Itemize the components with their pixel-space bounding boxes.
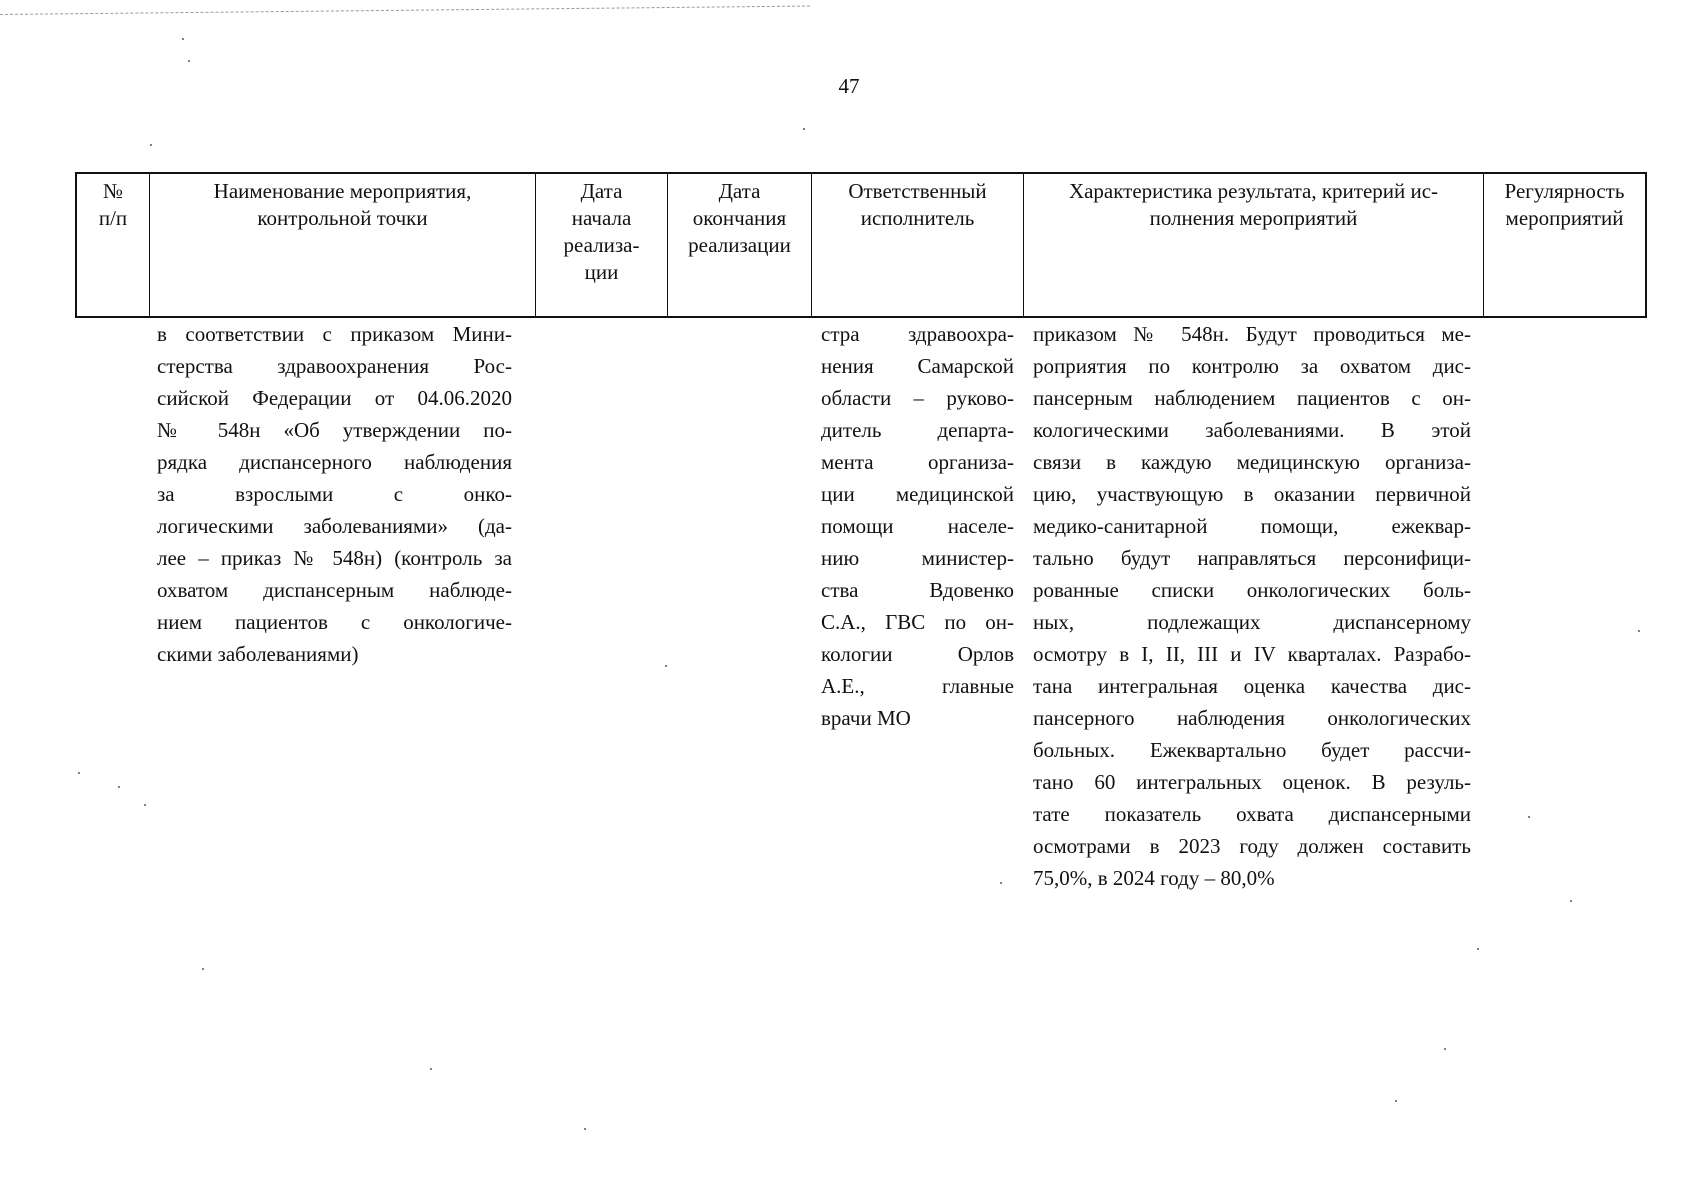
cell-text-line: тально будут направляться персонифици-	[1033, 546, 1471, 570]
cell-event-name	[148, 318, 534, 894]
cell-text-line: нию министер-	[821, 546, 1014, 570]
cell-text-line: нения Самарской	[821, 354, 1014, 378]
table-row	[75, 318, 1647, 894]
cell-text-line: рованные списки онкологических боль-	[1033, 578, 1471, 602]
header-result-characteristic: Характеристика результата, критерий ис- полнения мероприятий	[1024, 174, 1484, 316]
scan-speck	[182, 38, 184, 40]
scan-speck	[665, 665, 667, 667]
cell-text-line: ства Вдовенко	[821, 578, 1014, 602]
scan-speck	[1000, 882, 1002, 884]
cell-text-line: рядка диспансерного наблюдения	[157, 450, 512, 474]
cell-regularity	[1482, 318, 1647, 894]
header-responsible: Ответственный исполнитель	[812, 174, 1024, 316]
cell-text-line: № 548н «Об утверждении по-	[157, 418, 512, 442]
cell-text-line: тано 60 интегральных оценок. В резуль-	[1033, 770, 1471, 794]
cell-start-date	[534, 318, 666, 894]
cell-text-line: осмотру в I, II, III и IV кварталах. Разрабо-	[1033, 642, 1471, 666]
scan-speck	[144, 804, 146, 806]
cell-text-line: кологическими заболеваниями. В этой	[1033, 418, 1471, 442]
header-regularity: Регулярность мероприятий	[1504, 179, 1625, 230]
cell-text-line: кологии Орлов	[821, 642, 1014, 666]
cell-text-line: осмотрами в 2023 году должен составить	[1033, 834, 1471, 858]
cell-text-line: нием пациентов с онкологиче-	[157, 610, 512, 634]
cell-text-line: цию, участвующую в оказании первичной	[1033, 482, 1471, 506]
cell-text-line: лее – приказ № 548н) (контроль за	[157, 546, 512, 570]
scan-speck	[1477, 948, 1479, 950]
cell-text-line: ции медицинской	[821, 482, 1014, 506]
cell-text-line: помощи населе-	[821, 514, 1014, 538]
scan-speck	[1570, 900, 1572, 902]
page-number: 47	[838, 74, 860, 98]
header-event-name: Наименование мероприятия, контрольной точки	[150, 174, 536, 316]
scan-speck	[150, 144, 152, 146]
cell-end-date	[666, 318, 810, 894]
cell-text-line: области – руково-	[821, 386, 1014, 410]
cell-text-line: приказом № 548н. Будут проводиться ме-	[1033, 322, 1471, 346]
cell-text-line: А.Е., главные	[821, 674, 1014, 698]
cell-number	[75, 318, 148, 894]
cell-text-line: мента организа-	[821, 450, 1014, 474]
cell-text-line: больных. Ежеквартально будет рассчи-	[1033, 738, 1471, 762]
scan-edge-line	[0, 6, 810, 15]
cell-text-line: роприятия по контролю за охватом дис-	[1033, 354, 1471, 378]
scan-speck	[188, 60, 190, 62]
cell-text-line: пансерного наблюдения онкологических	[1033, 706, 1471, 730]
cell-text-line: дитель департа-	[821, 418, 1014, 442]
scan-speck	[584, 1128, 586, 1130]
scan-speck	[78, 772, 80, 774]
cell-text-line: за взрослыми с онко-	[157, 482, 512, 506]
cell-text-line: 75,0%, в 2024 году – 80,0%	[1033, 866, 1275, 890]
header-end-date: Дата окончания реализации	[668, 174, 812, 316]
cell-text-line: стра здравоохра-	[821, 322, 1014, 346]
scan-speck	[803, 128, 805, 130]
header-start-date: Дата начала реализа- ции	[536, 174, 668, 316]
scan-speck	[1395, 1100, 1397, 1102]
cell-text-line: скими заболеваниями)	[157, 642, 359, 666]
scan-speck	[1444, 1048, 1446, 1050]
cell-text-line: тате показатель охвата диспансерными	[1033, 802, 1471, 826]
scan-speck	[1528, 816, 1530, 818]
cell-text-line: врачи МО	[821, 706, 911, 730]
cell-text-line: медико-санитарной помощи, ежеквар-	[1033, 514, 1471, 538]
table-header-row	[75, 172, 1647, 318]
scan-speck	[118, 786, 120, 788]
scan-speck	[430, 1068, 432, 1070]
header-number: № п/п	[77, 174, 150, 316]
cell-text-line: в соответствии с приказом Мини-	[157, 322, 512, 346]
cell-text-line: ных, подлежащих диспансерному	[1033, 610, 1471, 634]
cell-text-line: сийской Федерации от 04.06.2020	[157, 386, 512, 410]
cell-text-line: стерства здравоохранения Рос-	[157, 354, 512, 378]
cell-responsible	[810, 318, 1022, 894]
scan-speck	[202, 968, 204, 970]
cell-result-characteristic	[1022, 318, 1482, 894]
cell-text-line: связи в каждую медицинскую организа-	[1033, 450, 1471, 474]
scan-speck	[1638, 630, 1640, 632]
cell-text-line: пансерным наблюдением пациентов с он-	[1033, 386, 1471, 410]
cell-text-line: тана интегральная оценка качества дис-	[1033, 674, 1471, 698]
cell-text-line: охватом диспансерным наблюде-	[157, 578, 512, 602]
cell-text-line: С.А., ГВС по он-	[821, 610, 1014, 634]
cell-text-line: логическими заболеваниями» (да-	[157, 514, 512, 538]
